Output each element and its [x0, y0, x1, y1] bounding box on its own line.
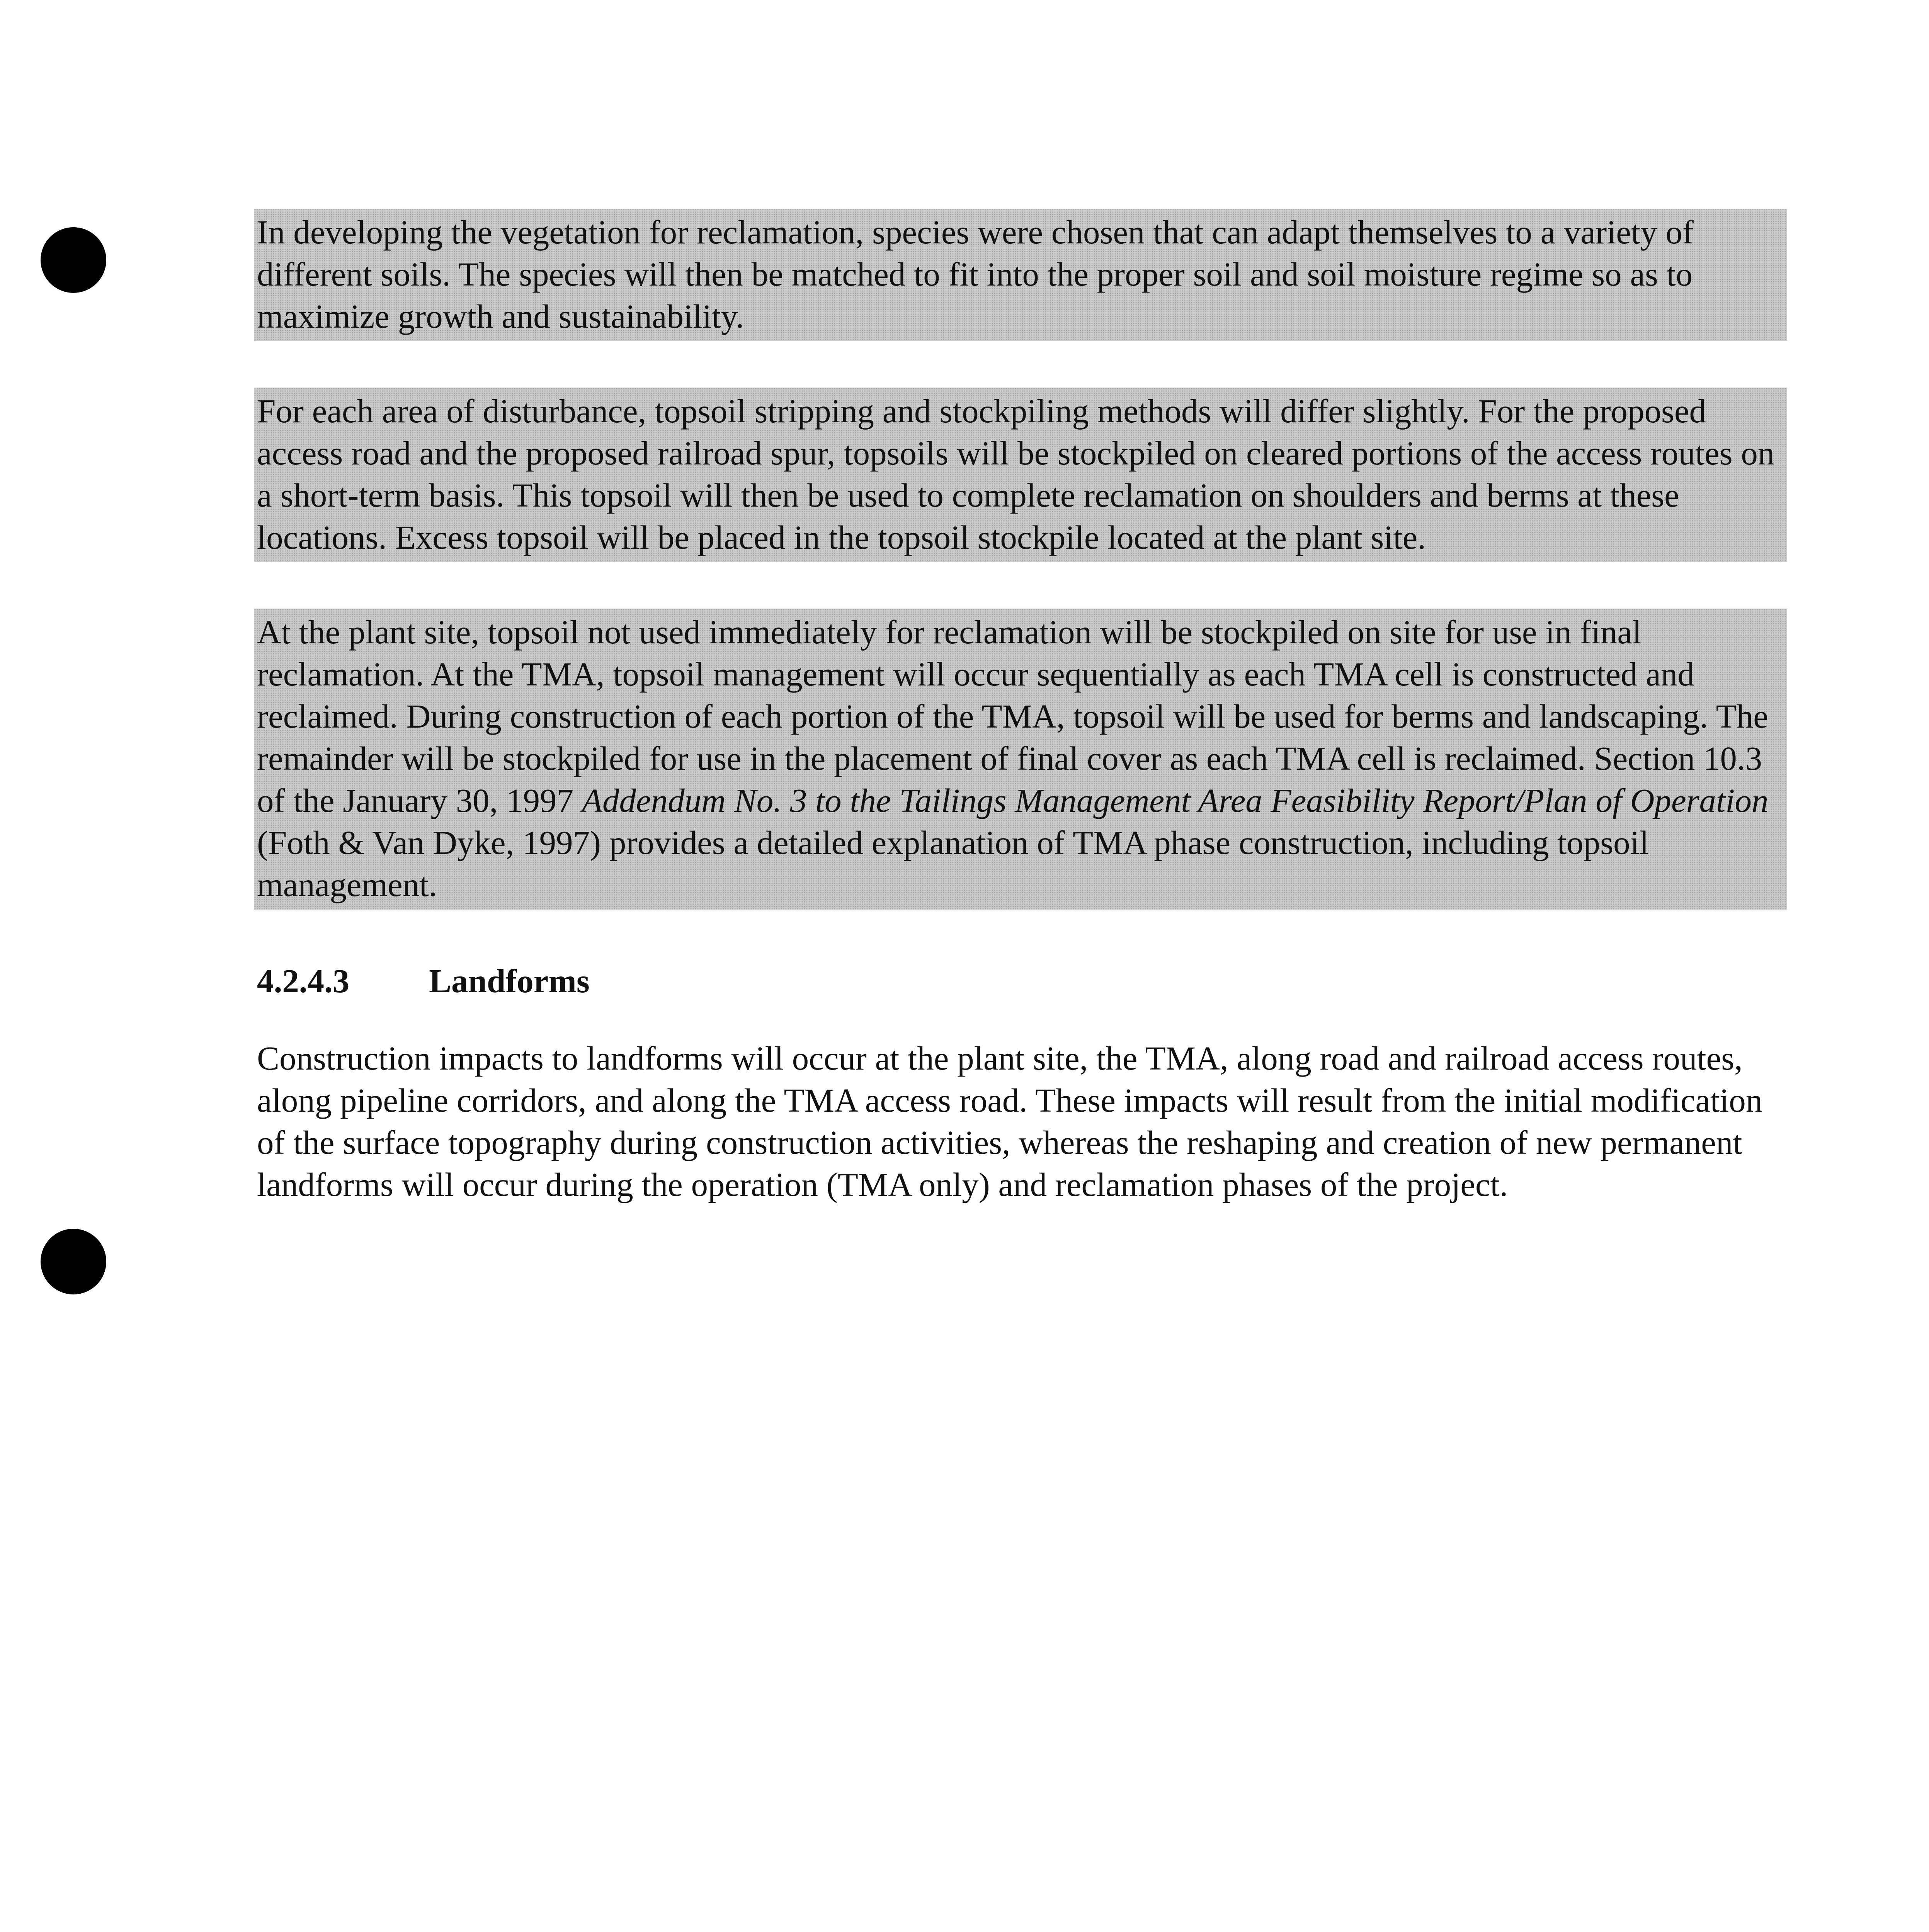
paragraph-text: (Foth & Van Dyke, 1997) provides a detailed explanation of TMA phase construction, including topsoil management.	[257, 824, 1649, 903]
section-title: Landforms	[429, 962, 590, 1000]
paragraph-plant-site-topsoil	[257, 609, 1787, 910]
document-reference-title: Addendum No. 3 to the Tailings Management Area Feasibility Report/Plan of Operation	[582, 782, 1769, 819]
revision-shading: In developing the vegetation for reclamation, species were chosen that can adapt themselves to a variety of different soils. The species will then be matched to fit into the proper soil and soil moisture regime so as to maximize growth and sustainability.	[254, 209, 1787, 341]
paragraph-landforms: Construction impacts to landforms will occur at the plant site, the TMA, along road and railroad access routes, along pipeline corridors, and along the TMA access road. These impacts will result from the initial modification of the surface topography during construction activities, whereas the reshaping and creation of new permanent landforms will occur during the operation (TMA only) and reclamation phases of the project.	[257, 1039, 1763, 1203]
revision-shading: For each area of disturbance, topsoil stripping and stockpiling methods will differ slightly. For the proposed access road and the proposed railroad spur, topsoils will be stockpiled on cleared portions of the access routes on a short-term basis. This topsoil will then be used to complete reclamation on shoulders and berms at these locations. Excess topsoil will be placed in the topsoil stockpile located at the plant site.	[254, 388, 1787, 562]
section-number: 4.2.4.3	[257, 962, 350, 1000]
binder-hole	[41, 1229, 106, 1294]
binder-hole	[41, 227, 106, 293]
paragraph-text: At the plant site, topsoil not used immediately for reclamation will be stockpiled on site for use in final reclamation. At the TMA, topsoil management will occur sequentially as each TMA cell is constructed and reclaimed. During construction of each portion of the TMA, topsoil will be used for berms and landscaping. The remainder will be stockpiled for use in the placement of final cover as each TMA cell is reclaimed. Section 10.3 of the January 30, 1997	[257, 613, 1768, 819]
section-heading	[257, 960, 1787, 1002]
revision-shading	[254, 609, 1787, 910]
document-body	[257, 209, 1787, 1206]
paragraph-topsoil-methods	[257, 388, 1787, 562]
paragraph-vegetation	[257, 209, 1787, 341]
